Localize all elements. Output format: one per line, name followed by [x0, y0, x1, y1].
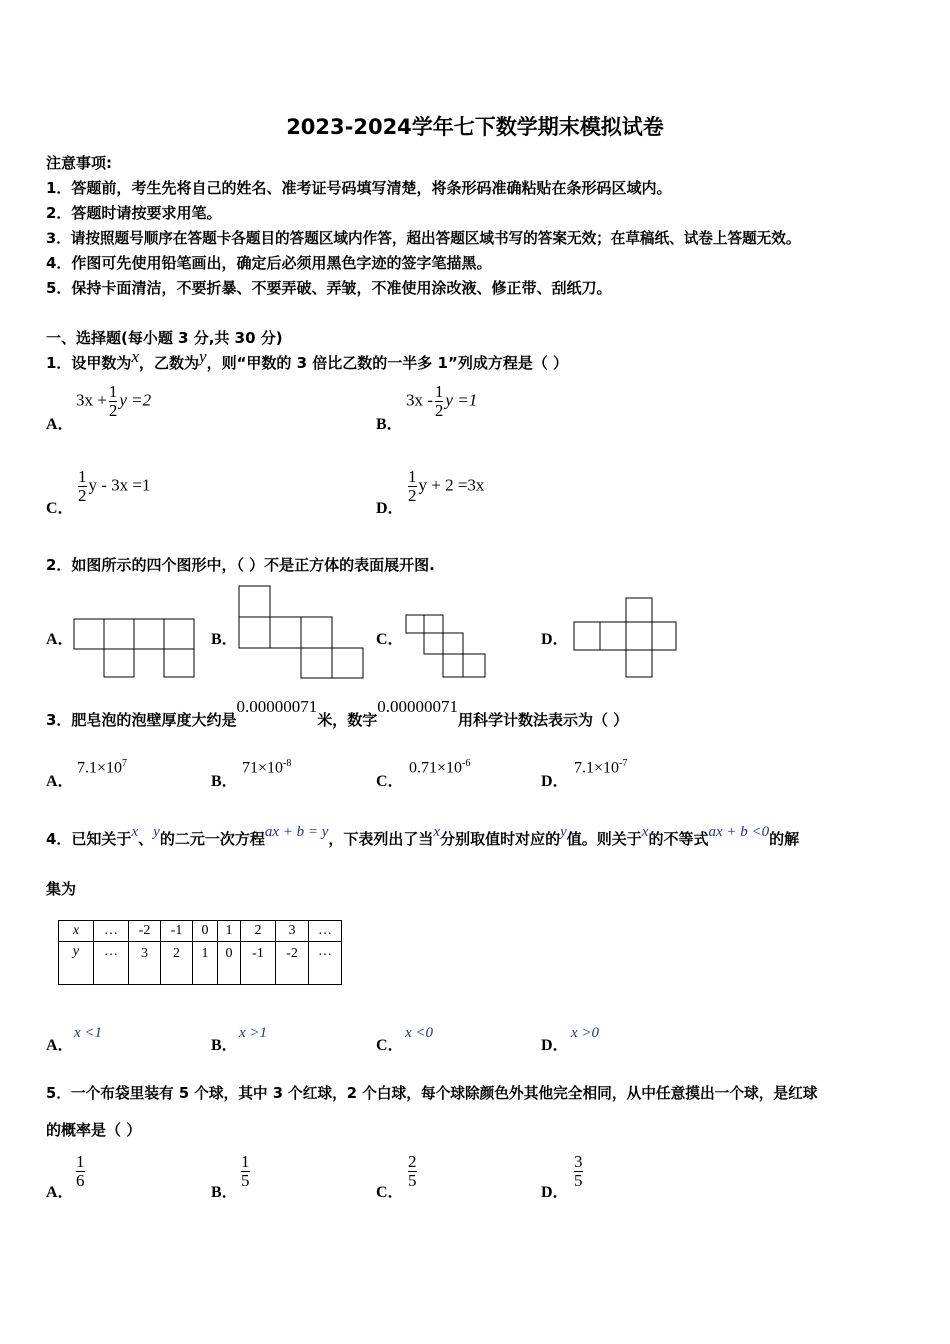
- option-label-d: D．: [376, 500, 404, 517]
- notice-heading: 注意事项:: [46, 154, 112, 172]
- q5-option-a-frac: $\frac{1}{6}$: [76, 1152, 85, 1190]
- table-cell: 3: [276, 921, 309, 942]
- q1-option-a-expr: 3x + $\frac{1}{2}$ y =2: [76, 382, 152, 420]
- q4-option-b-expr: x >1: [239, 1025, 268, 1041]
- table-cell: 3: [129, 942, 161, 985]
- notice-item: 1．答题前，考生先将自己的姓名、准考证号码填写清楚，将条形码准确粘贴在条形码区域内。: [46, 179, 672, 197]
- table-cell: -1: [241, 942, 276, 985]
- q4-option-c-expr: x <0: [405, 1025, 434, 1041]
- q1-option-d-expr: $\frac{1}{2}$ y + 2 =3x: [408, 467, 485, 505]
- question-4-stem-continued: 集为: [46, 880, 77, 898]
- value-table: [58, 920, 342, 985]
- q3-option-c-expr: $0.71\times 10^{-6}$: [409, 758, 471, 777]
- table-cell: …: [309, 942, 342, 985]
- notice-item: 2．答题时请按要求用笔。: [46, 204, 222, 222]
- table-cell: …: [94, 942, 129, 985]
- option-label-d: D．: [541, 773, 569, 790]
- q3-option-b-expr: $71\times 10^{-8}$: [242, 758, 292, 777]
- question-5-stem: 5．一个布袋里装有 5 个球，其中 3 个红球，2 个白球，每个球除颜色外其他完全相同，从中任意摸出一个球，是红球: [46, 1085, 818, 1102]
- option-label-c: C．: [376, 773, 404, 790]
- section-heading: 一、选择题(每小题 3 分,共 30 分): [46, 329, 283, 347]
- table-cell: -2: [276, 942, 309, 985]
- q5-option-d-frac: $\frac{3}{5}$: [574, 1152, 583, 1190]
- q5-option-b-frac: $\frac{1}{5}$: [241, 1152, 250, 1190]
- option-label-d: D．: [541, 1037, 569, 1054]
- q3-option-d-expr: $7.1\times 10^{-7}$: [574, 758, 628, 777]
- question-3-stem: 3．肥皂泡的泡壁厚度大约是0.00000071米，数字0.00000071用科学计数法表示为（ ）: [46, 697, 629, 729]
- table-cell: 0: [193, 921, 218, 942]
- table-cell: …: [94, 921, 129, 942]
- option-label-c: C．: [376, 1037, 404, 1054]
- option-label-c: C．: [46, 500, 74, 517]
- table-cell: 2: [241, 921, 276, 942]
- table-cell: y: [59, 942, 94, 985]
- table-cell: x: [59, 921, 94, 942]
- option-label-b: B．: [211, 773, 238, 790]
- question-5-stem-continued: 的概率是（ ）: [46, 1121, 142, 1139]
- net-figure-d: [571, 596, 679, 680]
- option-label-a: A．: [46, 1184, 74, 1201]
- option-label-d: D．: [541, 631, 569, 648]
- table-row: [59, 921, 342, 942]
- table-cell: …: [309, 921, 342, 942]
- option-label-c: C．: [376, 631, 404, 648]
- table-cell: 1: [218, 921, 241, 942]
- option-label-d: D．: [541, 1184, 569, 1201]
- q1-option-c-expr: $\frac{1}{2}$ y - 3x =1: [78, 467, 151, 505]
- option-label-a: A．: [46, 631, 74, 648]
- table-cell: 2: [161, 942, 193, 985]
- table-row: [59, 942, 342, 985]
- q4-option-d-expr: x >0: [571, 1025, 600, 1041]
- option-label-c: C．: [376, 1184, 404, 1201]
- question-4-stem: 4．已知关于x、y的二元一次方程ax + b = y，下表列出了当x分别取值时对应的y值。则关于x的不等式ax + b <0的解: [46, 824, 800, 848]
- table-cell: -2: [129, 921, 161, 942]
- table-cell: 0: [218, 942, 241, 985]
- notice-item: 3．请按照题号顺序在答题卡各题目的答题区域内作答，超出答题区域书写的答案无效；在草稿纸、试卷上答题无效。: [46, 230, 801, 247]
- q1-option-b-expr: 3x - $\frac{1}{2}$ y =1: [406, 382, 478, 420]
- net-figure-b: [237, 584, 367, 680]
- net-figure-c: [403, 612, 489, 680]
- option-label-b: B．: [211, 1037, 238, 1054]
- q4-option-a-expr: x <1: [74, 1025, 103, 1041]
- question-1-stem: 1．设甲数为x，乙数为y，则“甲数的 3 倍比乙数的一半多 1”列成方程是（ ）: [46, 347, 569, 372]
- option-label-a: A．: [46, 773, 74, 790]
- option-label-b: B．: [211, 631, 238, 648]
- net-figure-a: [72, 617, 196, 679]
- q5-option-c-frac: $\frac{2}{5}$: [408, 1152, 417, 1190]
- question-2-stem: 2．如图所示的四个图形中，（ ）不是正方体的表面展开图.: [46, 556, 435, 574]
- table-cell: 1: [193, 942, 218, 985]
- table-cell: -1: [161, 921, 193, 942]
- notice-item: 4．作图可先使用铅笔画出，确定后必须用黑色字迹的签字笔描黑。: [46, 254, 492, 272]
- option-label-b: B．: [211, 1184, 238, 1201]
- notice-item: 5．保持卡面清洁，不要折暴、不要弄破、弄皱，不准使用涂改液、修正带、刮纸刀。: [46, 279, 612, 297]
- q3-option-a-expr: $7.1\times 10^7$: [77, 758, 128, 777]
- option-label-a: A．: [46, 1037, 74, 1054]
- option-label-a: A．: [46, 416, 74, 433]
- option-label-b: B．: [376, 416, 403, 433]
- page-title: 2023-2024学年七下数学期末模拟试卷: [286, 115, 664, 139]
